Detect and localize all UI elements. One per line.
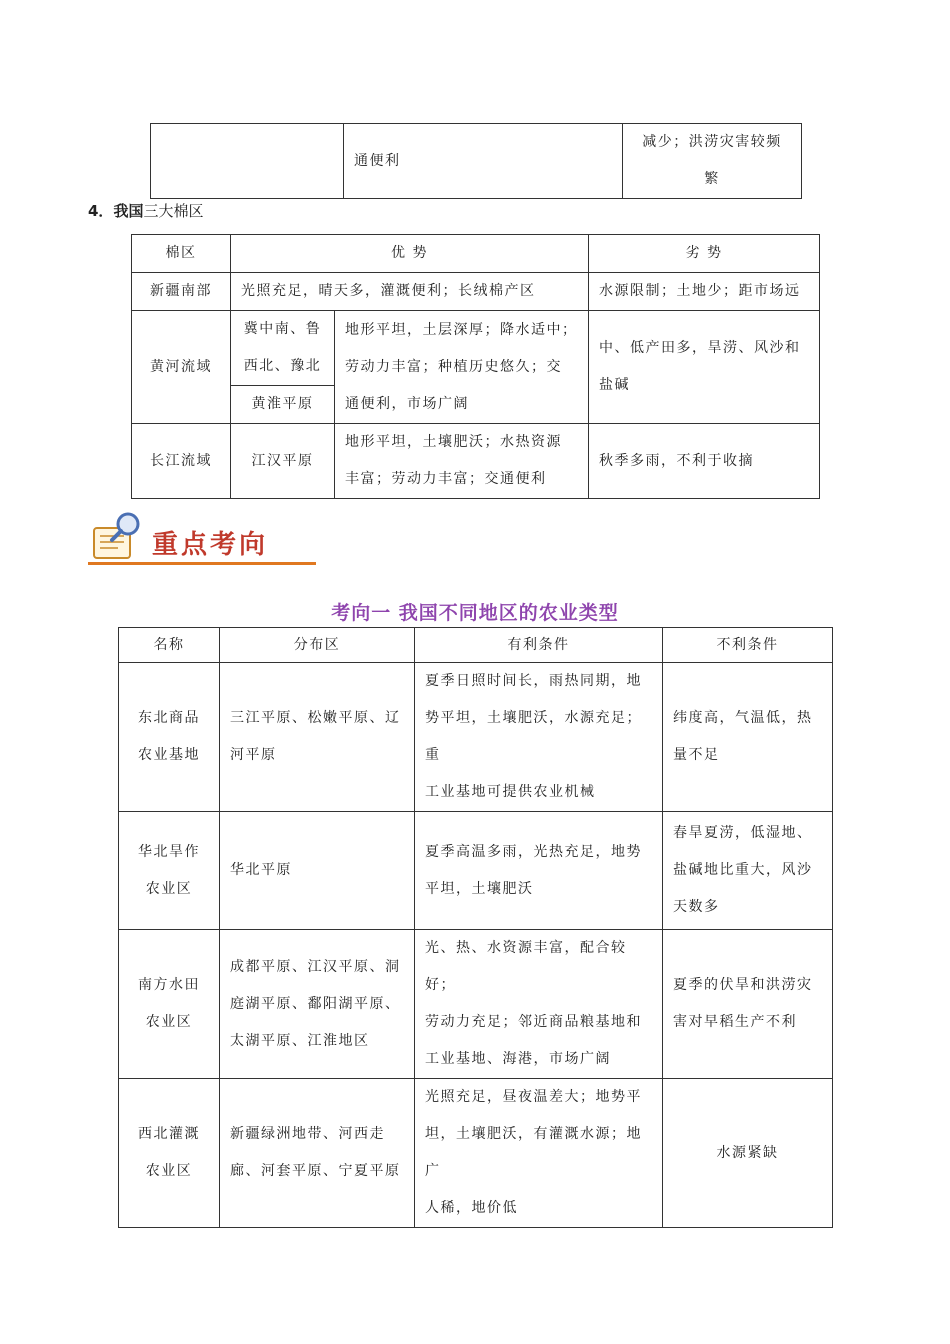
header-cell: 劣 势 (589, 235, 820, 273)
advantage-text: 夏季高温多雨，光热充足，地势 (425, 843, 642, 860)
region-cell: 长江流域 (132, 424, 231, 499)
fragment-cell (344, 124, 623, 199)
section-title-bold: 我国 (113, 202, 144, 220)
name-cell (119, 1079, 220, 1228)
table-row (119, 1079, 833, 1228)
advantage-text: 劳动力充足；邻近商品粮基地和 (425, 1014, 642, 1030)
area-text: 廊、河套平原、宁夏平原 (230, 1163, 401, 1179)
section-number: 4． (88, 202, 114, 220)
section-title (88, 200, 203, 221)
disadvantage-cell: 水源限制；土地少；距市场远 (589, 273, 820, 311)
table-header-row (132, 235, 820, 273)
advantage-cell: 光照充足，晴天多，灌溉便利；长绒棉产区 (231, 273, 589, 311)
disadvantage-text: 盐碱地比重大，风沙 (673, 862, 813, 878)
header-cell: 不利条件 (663, 628, 833, 663)
disadvantage-cell (663, 663, 833, 812)
advantage-text: 光照充足，昼夜温差大；地势平 (425, 1089, 642, 1105)
name-cell (119, 663, 220, 812)
advantage-cell (415, 812, 663, 930)
area-text: 三江平原、松嫩平原、辽 (230, 710, 401, 726)
disadvantage-text: 害对早稻生产不利 (673, 1014, 797, 1030)
section-heading: 考向一 我国不同地区的农业类型 (331, 602, 619, 624)
area-cell (220, 1079, 415, 1228)
advantage-cell (335, 424, 589, 499)
advantage-text: 丰富；劳动力丰富；交通便利 (345, 471, 547, 487)
header-cell: 分布区 (220, 628, 415, 663)
area-cell (220, 930, 415, 1079)
fragment-text: 减少；洪涝灾害较频 (642, 134, 782, 150)
advantage-text: 夏季日照时间长，雨热同期，地 (425, 673, 642, 689)
disadvantage-cell (589, 311, 820, 424)
table-row (119, 930, 833, 1079)
banner-underline (88, 562, 316, 565)
name-text: 华北旱作 (138, 843, 200, 860)
area-text: 华北平原 (230, 862, 292, 878)
disadvantage-text: 夏季的伏旱和洪涝灾 (673, 977, 813, 993)
table-row (119, 812, 833, 930)
header-cell: 有利条件 (415, 628, 663, 663)
name-text: 农业区 (145, 1163, 193, 1179)
empty-cell (151, 124, 344, 199)
disadvantage-text: 天数多 (673, 899, 720, 915)
disadvantage-text: 水源紧缺 (716, 1144, 779, 1161)
section-title-rest: 三大棉区 (143, 202, 204, 220)
disadvantage-text: 中、低产田多，旱涝、风沙和 (599, 340, 801, 356)
header-cell: 棉区 (132, 235, 231, 273)
subregion-text: 冀中南、鲁 (243, 321, 322, 337)
header-cell: 名称 (119, 628, 220, 663)
disadvantage-cell (663, 930, 833, 1079)
fragment-text: 通便利 (354, 152, 401, 169)
area-text: 庭湖平原、鄱阳湖平原、 (230, 995, 401, 1012)
disadvantage-text: 春旱夏涝，低湿地、 (673, 825, 813, 841)
table-row (132, 273, 820, 311)
advantage-text: 平坦，土壤肥沃 (425, 880, 534, 897)
disadvantage-text: 纬度高，气温低，热 (673, 710, 813, 726)
advantage-text: 工业基地可提供农业机械 (425, 784, 596, 800)
advantage-cell (415, 1079, 663, 1228)
area-text: 太湖平原、江淮地区 (230, 1032, 370, 1049)
name-cell (119, 812, 220, 930)
area-cell (220, 812, 415, 930)
area-text: 新疆绿洲地带、河西走 (230, 1126, 385, 1142)
subregion-cell: 江汉平原 (231, 424, 335, 499)
disadvantage-cell (663, 1079, 833, 1228)
name-text: 农业区 (145, 1014, 193, 1030)
table-row (119, 663, 833, 812)
advantage-text: 坦，土壤肥沃，有灌溉水源；地广 (425, 1126, 642, 1179)
name-text: 农业区 (145, 880, 193, 897)
advantage-text: 劳动力丰富；种植历史悠久；交 (345, 358, 562, 375)
area-text: 河平原 (230, 747, 277, 763)
name-text: 农业基地 (138, 747, 200, 763)
fragment-text: 繁 (704, 171, 720, 187)
cotton-regions-table (131, 234, 820, 499)
table-row (132, 311, 820, 386)
name-cell (119, 930, 220, 1079)
advantage-text: 人稀，地价低 (425, 1200, 518, 1216)
subregion-text: 西北、豫北 (243, 358, 322, 374)
agriculture-types-table (118, 627, 833, 1228)
advantage-text: 地形平坦，土壤肥沃；水热资源 (345, 434, 562, 450)
subregion-cell (231, 311, 335, 386)
advantage-text: 势平坦，土壤肥沃，水源充足；重 (425, 710, 642, 763)
advantage-cell (415, 663, 663, 812)
advantage-text: 工业基地、海港，市场广阔 (425, 1051, 611, 1067)
disadvantage-cell: 秋季多雨，不利于收摘 (589, 424, 820, 499)
advantage-text: 通便利，市场广阔 (345, 395, 469, 412)
region-cell: 黄河流域 (132, 311, 231, 424)
subregion-cell: 黄淮平原 (231, 386, 335, 424)
area-cell (220, 663, 415, 812)
advantage-cell (335, 311, 589, 424)
table-row (132, 424, 820, 499)
advantage-cell (415, 930, 663, 1079)
disadvantage-cell (663, 812, 833, 930)
header-cell: 优 势 (231, 235, 589, 273)
disadvantage-text: 盐碱 (599, 377, 631, 393)
magnifier-notebook-icon (88, 510, 148, 562)
top-fragment-table (150, 123, 802, 199)
key-points-banner (88, 510, 316, 567)
region-cell: 新疆南部 (132, 273, 231, 311)
banner-title: 重点考向 (152, 530, 269, 560)
advantage-text: 光、热、水资源丰富，配合较好； (425, 940, 627, 993)
name-text: 东北商品 (138, 710, 200, 726)
disadvantage-text: 量不足 (673, 747, 720, 763)
area-text: 成都平原、江汉平原、洞 (230, 958, 401, 975)
name-text: 西北灌溉 (138, 1126, 200, 1142)
name-text: 南方水田 (138, 977, 200, 993)
table-header-row (119, 628, 833, 663)
fragment-cell (623, 124, 802, 199)
advantage-text: 地形平坦，土层深厚；降水适中； (345, 321, 578, 338)
